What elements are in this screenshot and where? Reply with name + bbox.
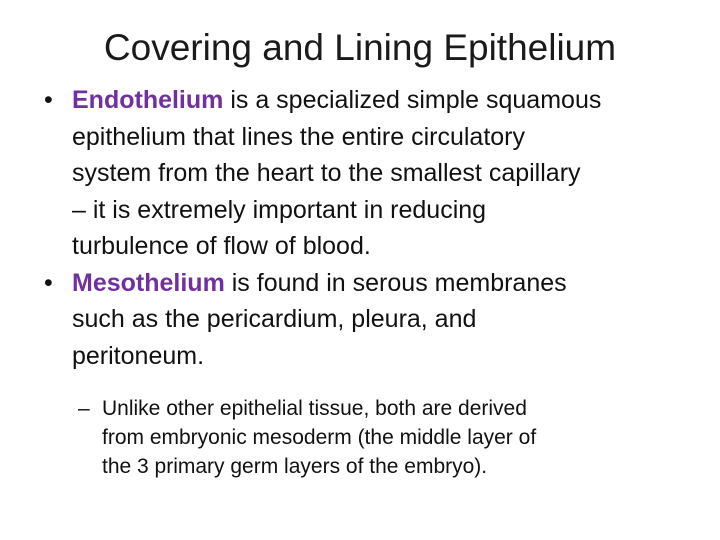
bullet-marker: • xyxy=(44,86,53,114)
bullet-line xyxy=(72,82,714,119)
bullet-line: system from the heart to the smallest capillary xyxy=(72,159,581,187)
term-endothelium: Endothelium xyxy=(72,86,224,114)
bullet-text: is a specialized simple squamous xyxy=(223,86,602,114)
bullet-line: – it is extremely important in reducing xyxy=(72,195,487,224)
slide-title: Covering and Lining Epithelium xyxy=(103,27,617,68)
bullet-line: such as the pericardium, pleura, and xyxy=(72,305,477,333)
bullet-list xyxy=(34,82,714,481)
bullet-mesothelium xyxy=(34,265,714,375)
sub-bullet-line: the 3 primary germ layers of the embryo). xyxy=(102,455,488,478)
bullet-text: is found in serous membranes xyxy=(224,268,567,297)
sub-bullet-line: from embryonic mesoderm (the middle layer of xyxy=(102,426,537,449)
sub-bullet-marker: – xyxy=(78,397,90,420)
sub-bullet-line: Unlike other epithelial tissue, both are derived xyxy=(102,397,527,420)
bullet-endothelium xyxy=(34,82,714,265)
bullet-marker: • xyxy=(44,268,53,297)
bullet-line xyxy=(72,265,714,302)
bullet-line: epithelium that lines the entire circulatory xyxy=(72,122,526,151)
term-mesothelium: Mesothelium xyxy=(72,268,225,297)
bullet-line: turbulence of flow of blood. xyxy=(72,232,371,260)
bullet-line: peritoneum. xyxy=(72,341,205,370)
sub-bullet-mesoderm xyxy=(34,394,714,481)
